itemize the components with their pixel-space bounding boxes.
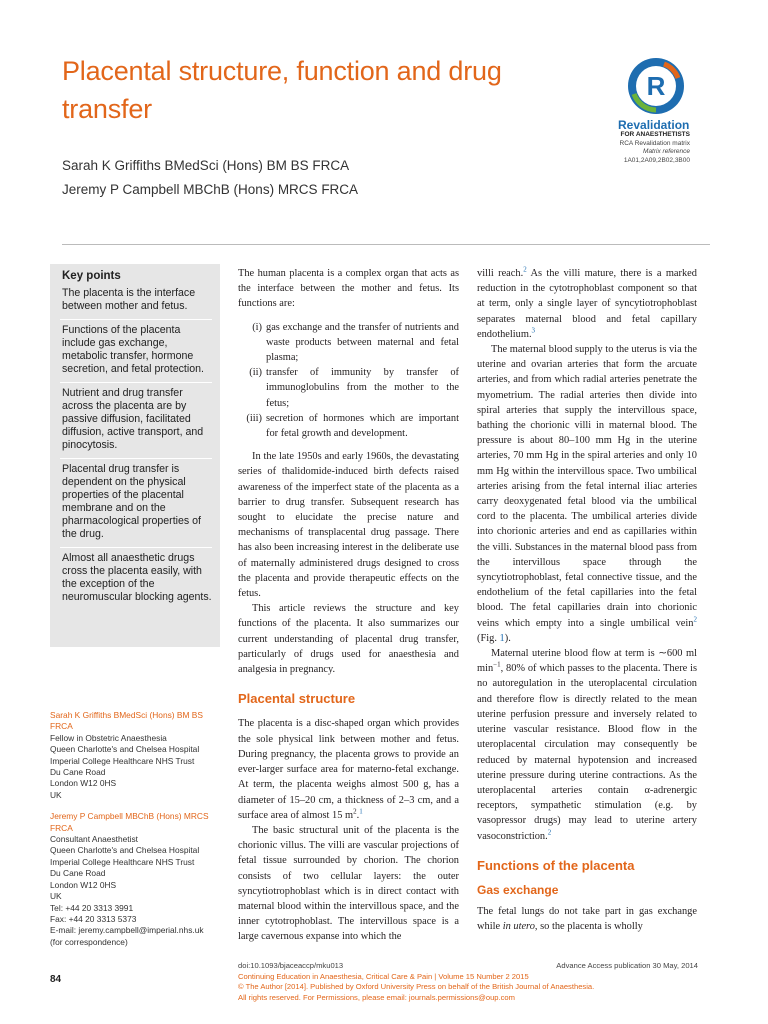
subheading-gas-exchange: Gas exchange xyxy=(477,882,559,897)
author-affiliations xyxy=(50,710,225,958)
badge-line-4: 1A01,2A09,2B02,3B00 xyxy=(623,156,690,164)
list-item: (ii) transfer of immunity by transfer of immunoglobulins from the mother to the fetus; xyxy=(249,367,459,409)
key-point: Almost all anaesthetic drugs cross the placenta easily, with the exception of the neuromuscular blocking agents. xyxy=(60,547,212,604)
key-points-box xyxy=(50,264,220,647)
page-footer xyxy=(238,961,698,1003)
journal-line: Continuing Education in Anaesthesia, Critical Care & Pain | Volume 15 Number 2 2015 xyxy=(238,971,529,981)
badge-brand-text: Revalidation xyxy=(618,118,690,132)
list-item: (i) gas exchange and the transfer of nutrients and waste products between maternal and fetal plasma; xyxy=(252,321,459,364)
paragraph: This article reviews the structure and key functions of the placenta. It also summarizes our current understanding of placental drug transfer, particularly of drugs used for anaesthesia and analgesia in pregnancy. xyxy=(238,603,459,676)
key-point: Placental drug transfer is dependent on the physical properties of the placental membrane and on the pharmacological properties of the drug. xyxy=(60,458,212,541)
paragraph: villi reach.$^2$ As the villi mature, there is a marked reduction in the cytotrophoblast component so that at term, only a single layer of syncytiotrophoblast separates maternal blood and fetal capillary endothelium.$^3$ xyxy=(477,265,697,340)
header-divider xyxy=(62,244,710,245)
figure-link[interactable]: 1 xyxy=(499,632,505,644)
paragraph: The maternal blood supply to the uterus is via the uterine and ovarian arteries that form the arcuate arteries, and from which radial arteries penetrate the myometrium. The radial arteries then divide into spiral arteries that supply the intervillous space, bathing the chorionic villi in maternal blood. The pressure is about 80–100 mm Hg in the uterine arteries, 70 mm Hg in the spiral arteries and only 10 mm Hg within the intervillous space. Two umbilical arteries arising from the fetal internal iliac arteries carry deoxygenated fetal blood via the umbilical cord to the placenta. The umbilical arteries divide into chorionic arteries and end as capillaries within the villi. Substances in the maternal blood pass from the intervillous space through the syncytiotrophoblast, fetal connective tissue, and the endothelium of the fetal capillaries into the fetal blood. The fetal capillaries drain into chorionic veins which empty into a single umbilical vein$^2$ (Fig. 1). xyxy=(477,344,697,644)
function-list xyxy=(244,320,459,442)
citation-link[interactable]: 1 xyxy=(359,807,363,816)
section-heading-functions: Functions of the placenta xyxy=(477,857,635,873)
key-point: Functions of the placenta include gas exchange, metabolic transfer, hormone secretion, and fetal protection. xyxy=(60,319,212,376)
citation-link[interactable]: 2 xyxy=(523,265,527,274)
list-item: (iii) secretion of hormones which are important for fetal growth and development. xyxy=(246,412,459,440)
doi[interactable]: doi:10.1093/bjaceaccp/mku013 xyxy=(238,961,344,970)
logo-letter: R xyxy=(646,71,666,101)
paragraph: The basic structural unit of the placenta is the chorionic villus. The villi are vascular projections of fetal tissue surrounded by chorion. The chorion consists of two cellular layers: the outer syncytiotrophoblast which is in direct contact with maternal blood within the intervillous space, and the inner cytotrophoblast. The intervillous space is a large cavernous expanse into which the xyxy=(238,824,459,943)
badge-brand xyxy=(618,118,698,132)
email-link[interactable]: E-mail: jeremy.campbell@imperial.nhs.uk xyxy=(50,925,204,936)
affiliation-2: Jeremy P Campbell MBChB (Hons) MRCS FRCA Consultant Anaesthetist Queen Charlotte's and Chelsea Hospital Imperial College Healthcare NHS Trust Du Cane Road London W12 0HS UK Tel: +44 20 3313 3991 Fax: +44 20 3313 5373 E-mail: jeremy.campbell@imperial.nhs.uk (for correspondence) xyxy=(50,811,225,948)
paragraph: The human placenta is a complex organ that acts as the interface between the mother and fetus. Its functions are: xyxy=(238,268,459,310)
body-column-2 xyxy=(238,266,459,945)
paragraph: The placenta is a disc-shaped organ which provides the sole physical link between mother and fetus. During pregnancy, the placenta grows to provide an ever-larger surface area for materno-fetal exchange. At term, the placenta weighs almost 500 g, has a diameter of 15–20 cm, a thickness of 2–3 cm, and a surface area of almost 15 m$^2$.$^1$ xyxy=(238,718,459,821)
key-points-heading: Key points xyxy=(62,270,121,282)
badge-line-2: RCA Revalidation matrix xyxy=(619,139,690,147)
affiliation-name: Jeremy P Campbell MBChB (Hons) MRCS FRCA xyxy=(50,811,209,833)
author-list xyxy=(62,154,358,202)
copyright-line: © The Author [2014]. Published by Oxford University Press on behalf of the British Journal of Anaesthesia. xyxy=(238,982,595,992)
affiliation-1: Sarah K Griffiths BMedSci (Hons) BM BS FRCA Fellow in Obstetric Anaesthesia Queen Charlotte's and Chelsea Hospital Imperial College Healthcare NHS Trust Du Cane Road London W12 0HS UK xyxy=(50,710,225,801)
advance-access: Advance Access publication 30 May, 2014 xyxy=(556,961,698,970)
author-2: Jeremy P Campbell MBChB (Hons) MRCS FRCA xyxy=(62,182,359,197)
affiliation-name: Sarah K Griffiths BMedSci (Hons) BM BS FRCA xyxy=(50,710,203,732)
badge-lines xyxy=(560,131,690,165)
badge-line-1: FOR ANAESTHETISTS xyxy=(620,131,690,138)
citation-link[interactable]: 2 xyxy=(693,615,697,624)
article-title: Placental structure, function and drug transfer xyxy=(62,56,502,124)
paragraph: Maternal uterine blood flow at term is ∼600 ml min$^{-1}$, 80% of which passes to the placenta. There is no autoregulation in the uteroplacental circulation and therefore flow is directly related to the mean uterine perfusion pressure and inversely related to uterine vascular resistance. Blood flow in the uteroplacental circulation may consequently be reduced by maternal hypotension and increased uterine pressure during uterine contractions. As the uteroplacental arteries contain α-adrenergic receptors, sympathetic stimulation (e.g. by vasopressor drugs) may lead to uterine artery vasoconstriction.$^2$ xyxy=(477,648,697,842)
author-1: Sarah K Griffiths BMedSci (Hons) BM BS FRCA xyxy=(62,158,350,173)
paragraph: The fetal lungs do not take part in gas exchange while in utero, so the placenta is wholly xyxy=(477,906,697,933)
revalidation-logo-icon xyxy=(626,56,686,116)
rights-line: All rights reserved. For Permissions, please email: journals.permissions@oup.com xyxy=(238,992,515,1002)
body-column-3 xyxy=(477,266,697,935)
paragraph: In the late 1950s and early 1960s, the devastating series of thalidomide-induced birth defects raised awareness of the imperfect state of the placenta as a barrier to drug transfer. Subsequent research has sought to elucidate the precise nature and mechanisms of transplacental drug passage. There has also been increasing interest in the deliberate use of maternally administered drugs designed to cross the placenta and provide therapeutic effects on the fetus. xyxy=(238,451,459,600)
citation-link[interactable]: 2 xyxy=(547,828,552,837)
section-heading-structure: Placental structure xyxy=(238,691,356,707)
citation-link[interactable]: 3 xyxy=(531,326,536,335)
badge-line-3: Matrix reference xyxy=(643,148,690,155)
key-point: The placenta is the interface between mother and fetus. xyxy=(62,287,196,312)
page-number: 84 xyxy=(50,974,62,985)
key-point: Nutrient and drug transfer across the placenta are by passive diffusion, facilitated diffusion, active transport, and pinocytosis. xyxy=(60,382,212,452)
